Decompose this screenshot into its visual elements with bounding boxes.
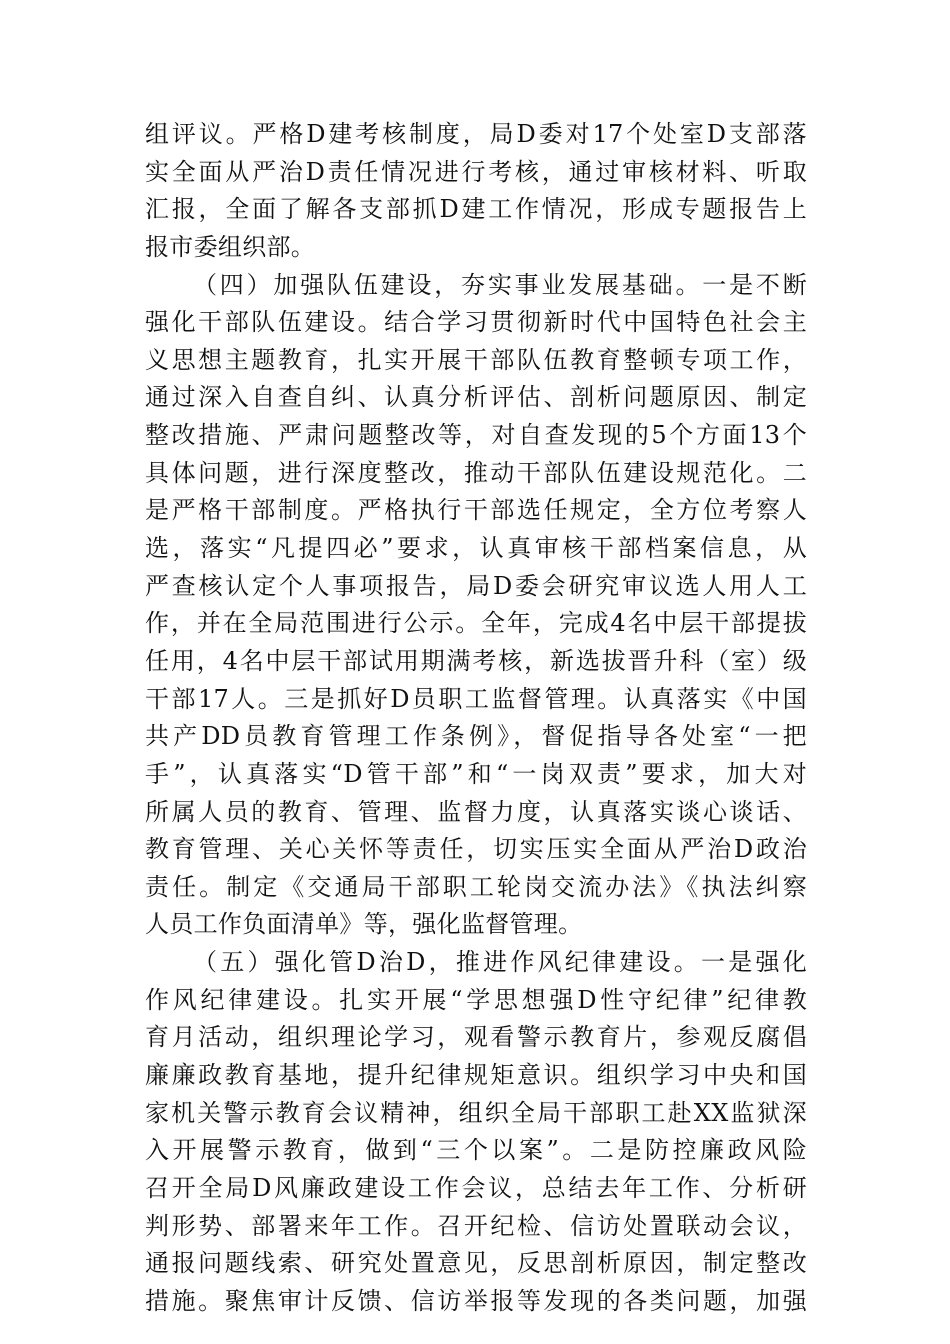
text-line: 作，并在全局范围进行公示。全年，完成4名中层干部提拔 (145, 609, 807, 638)
text-line: 强化干部队伍建设。结合学习贯彻新时代中国特色社会主 (145, 308, 807, 337)
text-line: 任用，4名中层干部试用期满考核，新选拔晋升科（室）级 (145, 646, 807, 675)
text-line: 报市委组织部。 (145, 232, 316, 261)
text-line: 共产DD员教育管理工作条例》，督促指导各处室“一把 (145, 722, 807, 751)
document-body (145, 116, 807, 1321)
text-line: 所属人员的教育、管理、监督力度，认真落实谈心谈话、 (145, 797, 807, 826)
text-line: 措施。聚焦审计反馈、信访举报等发现的各类问题，加强 (145, 1286, 807, 1315)
text-line: 教育管理、关心关怀等责任，切实压实全面从严治D政治 (145, 835, 807, 864)
text-line: 选，落实“凡提四必”要求，认真审核干部档案信息，从 (145, 534, 807, 563)
text-line: 作风纪律建设。扎实开展“学思想强D性守纪律”纪律教 (145, 985, 807, 1014)
text-line: 整改措施、严肃问题整改等，对自查发现的5个方面13个 (145, 421, 807, 450)
text-line: 组评议。严格D建考核制度，局D委对17个处室D支部落 (145, 120, 807, 148)
text-line: 育月活动，组织理论学习，观看警示教育片，参观反腐倡 (145, 1023, 807, 1052)
text-line: （五）强化管D治D，推进作风纪律建设。一是强化 (193, 948, 807, 977)
text-line: 人员工作负面清单》等，强化监督管理。 (145, 910, 583, 939)
text-line: 通过深入自查自纠、认真分析评估、剖析问题原因、制定 (145, 383, 807, 412)
text-line: 是严格干部制度。严格执行干部选任规定，全方位考察人 (145, 496, 807, 525)
text-line: 义思想主题教育，扎实开展干部队伍教育整顿专项工作， (145, 345, 807, 374)
text-line: 廉廉政教育基地，提升纪律规矩意识。组织学习中央和国 (145, 1061, 807, 1090)
text-line: 入开展警示教育，做到“三个以案”。二是防控廉政风险 (145, 1136, 807, 1165)
text-line: 手”，认真落实“D管干部”和“一岗双责”要求，加大对 (145, 759, 807, 788)
text-line: 实全面从严治D责任情况进行考核，通过审核材料、听取 (145, 157, 807, 186)
text-line: 通报问题线索、研究处置意见，反思剖析原因，制定整改 (145, 1249, 807, 1278)
text-line: 责任。制定《交通局干部职工轮岗交流办法》《执法纠察 (145, 872, 807, 901)
text-line: 具体问题，进行深度整改，推动干部队伍建设规范化。二 (145, 458, 807, 487)
text-line: 家机关警示教育会议精神，组织全局干部职工赴XX监狱深 (145, 1098, 807, 1127)
text-line: 召开全局D风廉政建设工作会议，总结去年工作、分析研 (145, 1173, 807, 1202)
text-line: 判形势、部署来年工作。召开纪检、信访处置联动会议， (145, 1211, 807, 1240)
text-line: 干部17人。三是抓好D员职工监督管理。认真落实《中国 (145, 684, 807, 713)
text-line: （四）加强队伍建设，夯实事业发展基础。一是不断 (193, 270, 807, 299)
text-line: 汇报，全面了解各支部抓D建工作情况，形成专题报告上 (145, 195, 807, 224)
text-line: 严查核认定个人事项报告，局D委会研究审议选人用人工 (145, 571, 807, 600)
